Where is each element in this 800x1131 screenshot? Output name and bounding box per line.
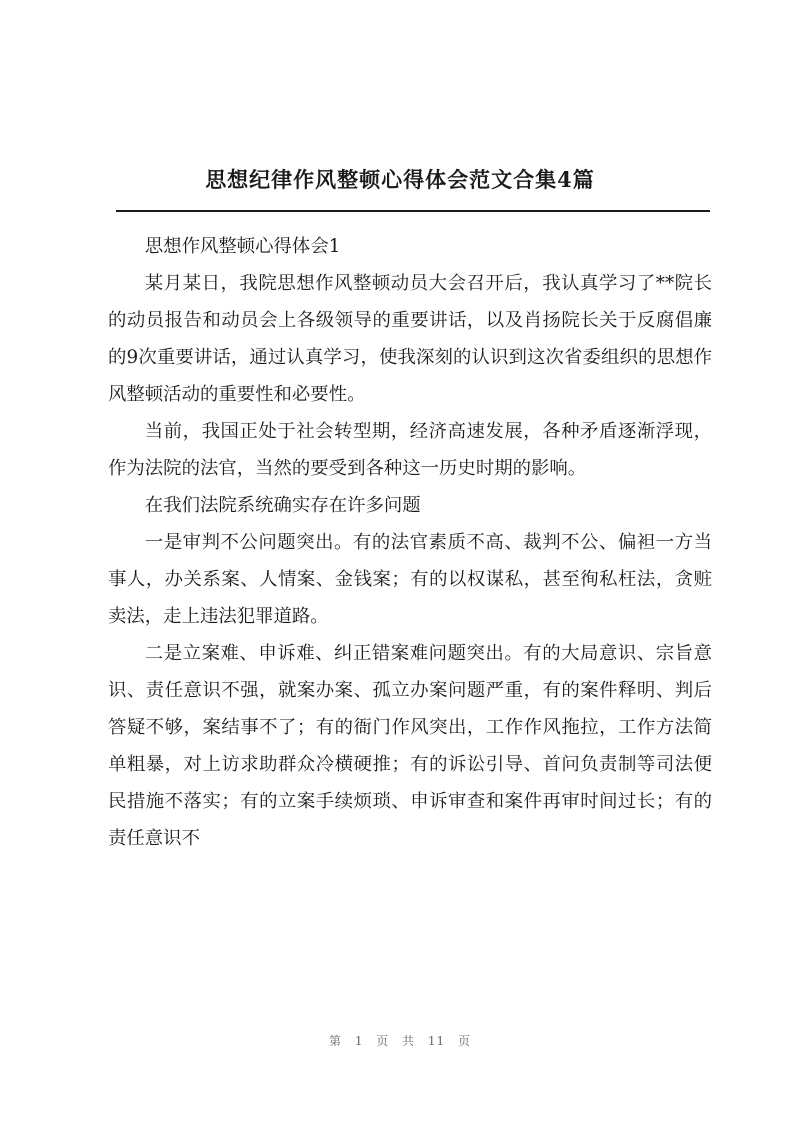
document-body xyxy=(108,228,712,857)
paragraph: 某月某日，我院思想作风整顿动员大会召开后，我认真学习了**院长的动员报告和动员会上各级领导的重要讲话，以及肖扬院长关于反腐倡廉的9次重要讲话，通过认真学习，使我深刻的认识到这次省委组织的思想作风整顿活动的重要性和必要性。 xyxy=(108,273,712,405)
section-heading: 思想作风整顿心得体会1 xyxy=(144,236,341,257)
document-title: 思想纪律作风整顿心得体会范文合集4篇 xyxy=(205,167,595,192)
page-number-footer: 第 1 页 共 11 页 xyxy=(329,1034,471,1048)
paragraph: 一是审判不公问题突出。有的法官素质不高、裁判不公、偏袒一方当事人，办关系案、人情案、金钱案；有的以权谋私，甚至徇私枉法，贪赃卖法，走上违法犯罪道路。 xyxy=(108,532,712,627)
paragraph: 在我们法院系统确实存在许多问题 xyxy=(144,495,421,516)
paragraph: 二是立案难、申诉难、纠正错案难问题突出。有的大局意识、宗旨意识、责任意识不强，就案办案、孤立办案问题严重，有的案件释明、判后答疑不够，案结事不了；有的衙门作风突出，工作作风拖拉，工作方法简单粗暴，对上访求助群众冷横硬推；有的诉讼引导、首问负责制等司法便 民措施不落实；有的立案手续烦琐、申诉审查和案件再审时间过长；有的责任意识不 xyxy=(108,643,712,849)
title-divider xyxy=(116,210,710,212)
paragraph: 当前，我国正处于社会转型期，经济高速发展，各种矛盾逐渐浮现，作为法院的法官，当然的要受到各种这一历史时期的影响。 xyxy=(108,421,712,479)
